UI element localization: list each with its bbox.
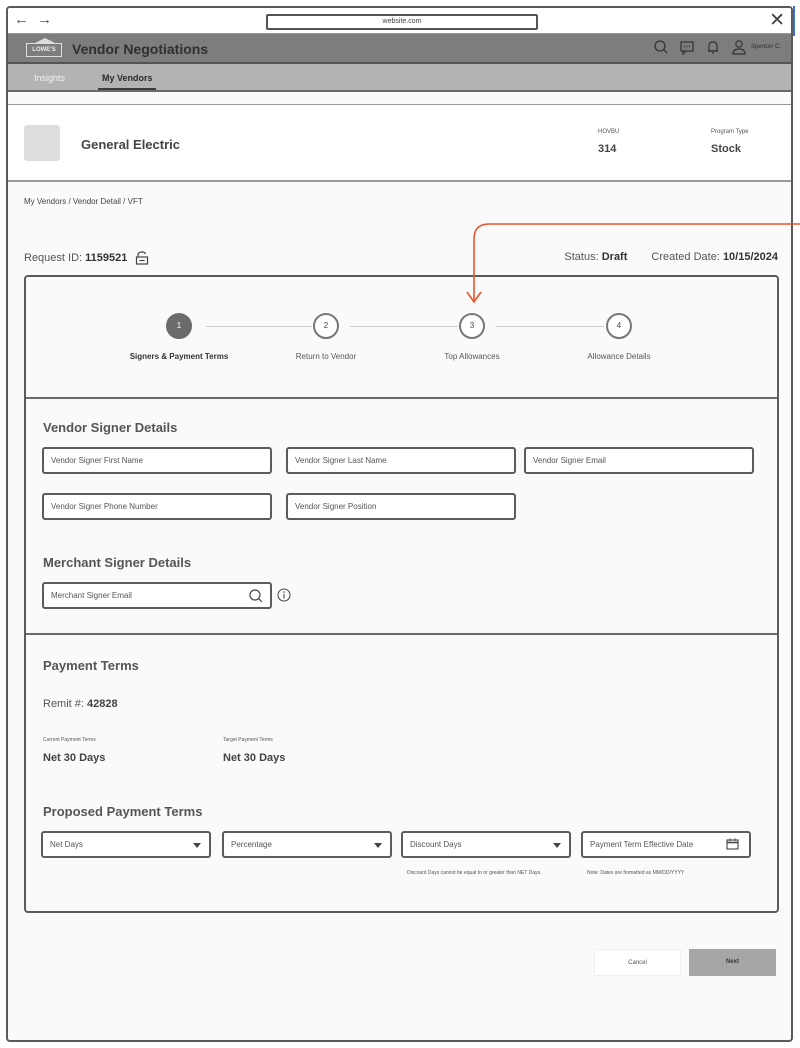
step-1-label[interactable]: Signers & Payment Terms (129, 352, 229, 361)
step-3-label[interactable]: Top Allowances (444, 352, 500, 361)
step-4-circle[interactable]: 4 (606, 313, 632, 339)
discount-days-note: Discount Days cannot be equal to or greater than NET Days. (407, 870, 542, 876)
breadcrumb[interactable]: My Vendors / Vendor Detail / VFT (24, 197, 143, 206)
step-connector (350, 326, 458, 327)
status-label: Status: (564, 251, 599, 263)
vendor-logo-placeholder (24, 125, 60, 161)
effective-date-input[interactable] (581, 831, 751, 858)
info-icon[interactable] (277, 588, 291, 602)
discount-days-select[interactable] (401, 831, 571, 858)
merchant-signer-email-input[interactable] (42, 582, 272, 609)
section-divider (26, 633, 777, 635)
tab-my-vendors[interactable]: My Vendors (102, 73, 153, 83)
bell-icon[interactable] (705, 39, 721, 55)
section-divider (26, 397, 777, 399)
vendor-signer-phone-input[interactable]: Vendor Signer Phone Number (42, 493, 272, 520)
step-connector (206, 326, 312, 327)
request-id (24, 252, 127, 264)
browser-chrome (8, 8, 791, 34)
unlock-icon[interactable] (135, 251, 149, 265)
close-icon[interactable]: ✕ (769, 10, 785, 31)
date-format-note: Note: Dates are formatted as MM/DD/YYYY (587, 870, 685, 876)
user-icon[interactable] (731, 39, 747, 55)
nav-arrows-icon[interactable]: ← → (14, 11, 55, 28)
merchant-signer-title: Merchant Signer Details (43, 555, 192, 570)
step-4-label[interactable]: Allowance Details (587, 352, 651, 361)
hovbu-value: 314 (598, 143, 617, 155)
cancel-button[interactable]: Cancel (594, 949, 681, 976)
effective-date-placeholder: Payment Term Effective Date (590, 840, 694, 849)
discount-days-value: Discount Days (410, 840, 462, 849)
program-type-label: Program Type (711, 129, 749, 135)
request-id-value: 1159521 (85, 252, 128, 264)
remit-label: Remit #: (43, 698, 84, 710)
current-terms-label: Current Payment Terms (43, 737, 96, 743)
search-icon[interactable] (653, 39, 669, 55)
payment-terms-title: Payment Terms (43, 658, 139, 673)
vendor-header (8, 104, 791, 182)
request-id-label: Request ID: (24, 252, 83, 264)
current-terms-value: Net 30 Days (43, 752, 106, 764)
target-terms-value: Net 30 Days (223, 752, 286, 764)
step-2-circle[interactable]: 2 (313, 313, 339, 339)
browser-window (6, 6, 793, 1042)
remit-number (43, 698, 118, 710)
step-1-circle[interactable]: 1 (166, 313, 192, 339)
stepper (26, 277, 777, 399)
step-connector (496, 326, 604, 327)
app-title: Vendor Negotiations (72, 41, 209, 57)
status-value: Draft (601, 251, 628, 263)
lowes-logo[interactable]: LOWE'S (26, 43, 62, 57)
header-icons (653, 39, 781, 55)
net-days-value: Net Days (50, 840, 83, 849)
tab-bar (8, 64, 791, 92)
app-header (8, 34, 791, 64)
vendor-signer-position-input[interactable]: Vendor Signer Position (286, 493, 516, 520)
step-3-circle[interactable]: 3 (459, 313, 485, 339)
chevron-down-icon (374, 843, 382, 848)
active-tab-indicator (98, 88, 156, 90)
step-2-label[interactable]: Return to Vendor (295, 352, 357, 361)
search-icon[interactable] (248, 588, 264, 604)
hovbu-block (598, 129, 619, 155)
next-button[interactable]: Next (689, 949, 776, 976)
chevron-down-icon (553, 843, 561, 848)
percentage-select[interactable] (222, 831, 392, 858)
form-card (24, 275, 779, 913)
chevron-down-icon (193, 843, 201, 848)
program-type-block (711, 129, 749, 155)
vendor-signer-first-name-input[interactable]: Vendor Signer First Name (42, 447, 272, 474)
target-terms-label: Target Payment Terms (223, 737, 273, 743)
created-date-label: Created Date: (651, 251, 720, 263)
tab-insights[interactable]: Insights (34, 73, 66, 83)
program-type-value: Stock (711, 143, 741, 155)
created-date (651, 251, 778, 263)
user-name[interactable]: Spencer C. (750, 44, 781, 50)
hovbu-label: HOVBU (598, 129, 620, 135)
remit-value: 42828 (87, 698, 118, 710)
calendar-icon[interactable] (726, 838, 739, 850)
vendor-signer-last-name-input[interactable]: Vendor Signer Last Name (286, 447, 516, 474)
vendor-name: General Electric (81, 137, 180, 152)
created-date-value: 10/15/2024 (722, 251, 778, 263)
percentage-value: Percentage (231, 840, 272, 849)
proposed-terms-title: Proposed Payment Terms (43, 804, 203, 819)
url-bar[interactable]: website.com (266, 14, 538, 30)
vendor-signer-email-input[interactable]: Vendor Signer Email (524, 447, 754, 474)
net-days-select[interactable] (41, 831, 211, 858)
status (564, 251, 627, 263)
merchant-signer-email-placeholder: Merchant Signer Email (51, 591, 132, 600)
chat-icon[interactable] (679, 39, 695, 55)
vendor-signer-title: Vendor Signer Details (43, 420, 178, 435)
window-edge-accent (793, 6, 795, 36)
